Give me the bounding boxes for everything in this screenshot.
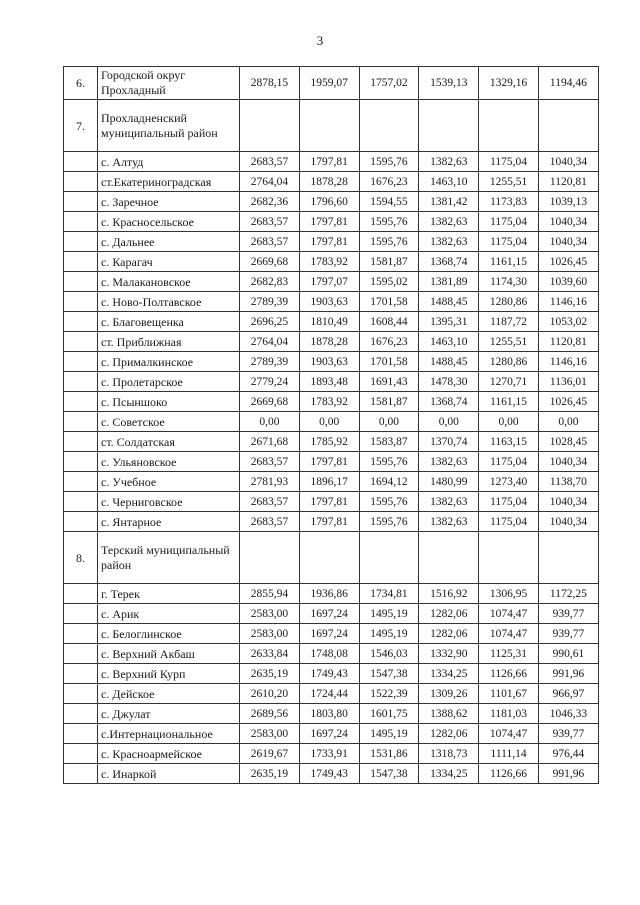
table-row <box>64 472 599 492</box>
value-cell: 1531,86 <box>359 744 419 764</box>
value-cell: 1138,70 <box>538 472 598 492</box>
value-cell: 2669,68 <box>240 392 300 412</box>
value-cell: 1522,39 <box>359 684 419 704</box>
value-cell: 2696,25 <box>240 312 300 332</box>
value-cell <box>538 100 598 152</box>
settlement-name: с. Учебное <box>98 472 240 492</box>
row-number <box>64 332 98 352</box>
value-cell: 2619,67 <box>240 744 300 764</box>
value-cell: 1697,24 <box>299 624 359 644</box>
value-cell: 1382,63 <box>419 212 479 232</box>
table-row <box>64 664 599 684</box>
value-cell: 1893,48 <box>299 372 359 392</box>
value-cell: 2671,68 <box>240 432 300 452</box>
value-cell: 1280,86 <box>479 352 539 372</box>
value-cell: 1146,16 <box>538 292 598 312</box>
value-cell: 1026,45 <box>538 252 598 272</box>
row-number <box>64 412 98 432</box>
value-cell: 1463,10 <box>419 332 479 352</box>
value-cell: 2635,19 <box>240 664 300 684</box>
value-cell: 1796,60 <box>299 192 359 212</box>
value-cell: 1187,72 <box>479 312 539 332</box>
value-cell: 1697,24 <box>299 724 359 744</box>
value-cell: 1282,06 <box>419 724 479 744</box>
value-cell: 976,44 <box>538 744 598 764</box>
table-body <box>64 67 599 784</box>
value-cell: 1368,74 <box>419 392 479 412</box>
table-row <box>64 604 599 624</box>
value-cell: 1748,08 <box>299 644 359 664</box>
value-cell: 1878,28 <box>299 172 359 192</box>
row-number <box>64 452 98 472</box>
value-cell: 1595,76 <box>359 212 419 232</box>
value-cell: 1903,63 <box>299 292 359 312</box>
value-cell <box>299 100 359 152</box>
value-cell: 1040,34 <box>538 152 598 172</box>
value-cell: 1368,74 <box>419 252 479 272</box>
table-row <box>64 212 599 232</box>
value-cell: 990,61 <box>538 644 598 664</box>
value-cell: 1382,63 <box>419 492 479 512</box>
row-number <box>64 152 98 172</box>
value-cell: 1194,46 <box>538 67 598 100</box>
value-cell: 1463,10 <box>419 172 479 192</box>
table-row <box>64 352 599 372</box>
value-cell: 1074,47 <box>479 624 539 644</box>
value-cell: 1382,63 <box>419 512 479 532</box>
row-number <box>64 744 98 764</box>
row-number <box>64 352 98 372</box>
value-cell: 1480,99 <box>419 472 479 492</box>
value-cell: 1074,47 <box>479 724 539 744</box>
value-cell: 1280,86 <box>479 292 539 312</box>
row-number <box>64 172 98 192</box>
value-cell: 991,96 <box>538 764 598 784</box>
settlement-name: с. Черниговское <box>98 492 240 512</box>
row-number <box>64 372 98 392</box>
value-cell: 1488,45 <box>419 352 479 372</box>
settlement-name: ст. Солдатская <box>98 432 240 452</box>
value-cell: 1126,66 <box>479 764 539 784</box>
value-cell: 1172,25 <box>538 584 598 604</box>
table-row <box>64 172 599 192</box>
value-cell: 0,00 <box>359 412 419 432</box>
row-number <box>64 704 98 724</box>
row-number <box>64 624 98 644</box>
value-cell: 1053,02 <box>538 312 598 332</box>
value-cell: 1270,71 <box>479 372 539 392</box>
value-cell: 1701,58 <box>359 352 419 372</box>
value-cell: 1797,81 <box>299 212 359 232</box>
value-cell: 2682,36 <box>240 192 300 212</box>
value-cell <box>359 100 419 152</box>
table-row <box>64 624 599 644</box>
value-cell: 2683,57 <box>240 492 300 512</box>
value-cell: 1395,31 <box>419 312 479 332</box>
value-cell <box>359 532 419 584</box>
row-number: 6. <box>64 67 98 100</box>
value-cell: 1495,19 <box>359 724 419 744</box>
value-cell: 1583,87 <box>359 432 419 452</box>
value-cell: 1175,04 <box>479 512 539 532</box>
value-cell: 1382,63 <box>419 452 479 472</box>
value-cell: 1959,07 <box>299 67 359 100</box>
row-number <box>64 312 98 332</box>
settlement-name: с. Верхний Курп <box>98 664 240 684</box>
settlement-name: с. Арик <box>98 604 240 624</box>
settlement-name: с. Советское <box>98 412 240 432</box>
settlement-name: с. Ульяновское <box>98 452 240 472</box>
value-cell: 1581,87 <box>359 392 419 412</box>
row-number <box>64 472 98 492</box>
value-cell: 1040,34 <box>538 452 598 472</box>
value-cell: 0,00 <box>299 412 359 432</box>
value-cell: 1175,04 <box>479 492 539 512</box>
value-cell <box>479 100 539 152</box>
value-cell: 1797,81 <box>299 152 359 172</box>
table-row <box>64 152 599 172</box>
value-cell: 1329,16 <box>479 67 539 100</box>
value-cell: 1936,86 <box>299 584 359 604</box>
row-number <box>64 684 98 704</box>
settlement-name: с. Благовещенка <box>98 312 240 332</box>
table-row <box>64 644 599 664</box>
value-cell: 1126,66 <box>479 664 539 684</box>
value-cell: 2781,93 <box>240 472 300 492</box>
value-cell: 1181,03 <box>479 704 539 724</box>
value-cell: 1694,12 <box>359 472 419 492</box>
value-cell: 1173,83 <box>479 192 539 212</box>
value-cell: 1028,45 <box>538 432 598 452</box>
value-cell: 2583,00 <box>240 604 300 624</box>
value-cell: 0,00 <box>240 412 300 432</box>
value-cell <box>299 532 359 584</box>
value-cell: 1175,04 <box>479 452 539 472</box>
value-cell: 2683,57 <box>240 512 300 532</box>
value-cell: 1734,81 <box>359 584 419 604</box>
value-cell: 2610,20 <box>240 684 300 704</box>
table-row <box>64 372 599 392</box>
settlement-name: с.Интернациональное <box>98 724 240 744</box>
settlement-name: с. Алтуд <box>98 152 240 172</box>
value-cell: 2633,84 <box>240 644 300 664</box>
settlement-name: г. Терек <box>98 584 240 604</box>
table-row <box>64 704 599 724</box>
settlement-name: с. Инаркой <box>98 764 240 784</box>
value-cell: 0,00 <box>419 412 479 432</box>
settlement-name: Городской округ Прохладный <box>98 67 240 100</box>
value-cell: 1783,92 <box>299 252 359 272</box>
value-cell: 1388,62 <box>419 704 479 724</box>
settlement-name: с. Пролетарское <box>98 372 240 392</box>
value-cell: 1595,76 <box>359 512 419 532</box>
settlement-name: ст.Екатериноградская <box>98 172 240 192</box>
row-number <box>64 212 98 232</box>
row-number <box>64 724 98 744</box>
value-cell: 1797,81 <box>299 492 359 512</box>
row-number <box>64 292 98 312</box>
value-cell: 1595,76 <box>359 492 419 512</box>
table-row <box>64 272 599 292</box>
value-cell: 2683,57 <box>240 232 300 252</box>
value-cell: 1608,44 <box>359 312 419 332</box>
table-row <box>64 392 599 412</box>
value-cell: 1783,92 <box>299 392 359 412</box>
value-cell: 2789,39 <box>240 292 300 312</box>
value-cell: 1163,15 <box>479 432 539 452</box>
value-cell: 1547,38 <box>359 764 419 784</box>
table-row <box>64 100 599 152</box>
value-cell: 1495,19 <box>359 604 419 624</box>
value-cell: 1539,13 <box>419 67 479 100</box>
value-cell: 1040,34 <box>538 232 598 252</box>
row-number <box>64 432 98 452</box>
value-cell: 1691,43 <box>359 372 419 392</box>
value-cell: 0,00 <box>479 412 539 432</box>
settlement-name: с. Красноармейское <box>98 744 240 764</box>
value-cell: 1797,81 <box>299 512 359 532</box>
value-cell: 2635,19 <box>240 764 300 784</box>
value-cell: 1282,06 <box>419 604 479 624</box>
settlement-name: с. Заречное <box>98 192 240 212</box>
value-cell: 1120,81 <box>538 172 598 192</box>
value-cell: 1046,33 <box>538 704 598 724</box>
table-row <box>64 452 599 472</box>
value-cell: 1309,26 <box>419 684 479 704</box>
value-cell: 1026,45 <box>538 392 598 412</box>
value-cell: 2878,15 <box>240 67 300 100</box>
value-cell: 1382,63 <box>419 152 479 172</box>
table-row <box>64 67 599 100</box>
value-cell: 1757,02 <box>359 67 419 100</box>
value-cell: 1595,76 <box>359 232 419 252</box>
value-cell: 1175,04 <box>479 152 539 172</box>
settlement-name: с. Прималкинское <box>98 352 240 372</box>
value-cell: 939,77 <box>538 724 598 744</box>
table-row <box>64 192 599 212</box>
value-cell: 1040,34 <box>538 512 598 532</box>
value-cell: 1332,90 <box>419 644 479 664</box>
value-cell: 1733,91 <box>299 744 359 764</box>
row-number <box>64 644 98 664</box>
table-row <box>64 724 599 744</box>
settlement-name: с. Янтарное <box>98 512 240 532</box>
value-cell <box>419 532 479 584</box>
settlement-name: Прохладненский муниципальный район <box>98 100 240 152</box>
value-cell: 1495,19 <box>359 624 419 644</box>
value-cell: 1478,30 <box>419 372 479 392</box>
row-number <box>64 252 98 272</box>
value-cell: 1334,25 <box>419 664 479 684</box>
settlement-name: с. Малакановское <box>98 272 240 292</box>
value-cell: 1896,17 <box>299 472 359 492</box>
value-cell: 1125,31 <box>479 644 539 664</box>
table-row <box>64 512 599 532</box>
value-cell: 991,96 <box>538 664 598 684</box>
row-number: 7. <box>64 100 98 152</box>
settlement-name: с. Верхний Акбаш <box>98 644 240 664</box>
table-row <box>64 744 599 764</box>
value-cell <box>240 532 300 584</box>
value-cell <box>419 100 479 152</box>
value-cell: 1039,13 <box>538 192 598 212</box>
value-cell: 0,00 <box>538 412 598 432</box>
value-cell: 1749,43 <box>299 764 359 784</box>
table-row <box>64 432 599 452</box>
page-number: 3 <box>316 33 324 48</box>
table-row <box>64 292 599 312</box>
settlement-name: Терский муниципальный район <box>98 532 240 584</box>
value-cell: 1676,23 <box>359 172 419 192</box>
value-cell: 1370,74 <box>419 432 479 452</box>
tariff-table <box>63 66 599 784</box>
value-cell: 1040,34 <box>538 492 598 512</box>
table-row <box>64 532 599 584</box>
value-cell: 1161,15 <box>479 252 539 272</box>
settlement-name: с. Красносельское <box>98 212 240 232</box>
table-row <box>64 312 599 332</box>
value-cell: 1161,15 <box>479 392 539 412</box>
value-cell: 2855,94 <box>240 584 300 604</box>
settlement-name: с. Белоглинское <box>98 624 240 644</box>
table-row <box>64 232 599 252</box>
settlement-name: ст. Приближная <box>98 332 240 352</box>
value-cell: 1255,51 <box>479 332 539 352</box>
value-cell: 966,97 <box>538 684 598 704</box>
value-cell: 1039,60 <box>538 272 598 292</box>
value-cell: 1120,81 <box>538 332 598 352</box>
value-cell: 2683,57 <box>240 152 300 172</box>
value-cell: 1595,76 <box>359 152 419 172</box>
value-cell: 1040,34 <box>538 212 598 232</box>
value-cell: 2583,00 <box>240 624 300 644</box>
value-cell: 1381,89 <box>419 272 479 292</box>
value-cell: 1255,51 <box>479 172 539 192</box>
table-row <box>64 584 599 604</box>
value-cell: 1306,95 <box>479 584 539 604</box>
row-number <box>64 764 98 784</box>
settlement-name: с. Псыншоко <box>98 392 240 412</box>
value-cell: 1594,55 <box>359 192 419 212</box>
settlement-name: с. Дейское <box>98 684 240 704</box>
value-cell: 1516,92 <box>419 584 479 604</box>
value-cell: 1697,24 <box>299 604 359 624</box>
value-cell: 2789,39 <box>240 352 300 372</box>
value-cell: 1175,04 <box>479 212 539 232</box>
value-cell: 2682,83 <box>240 272 300 292</box>
value-cell: 1581,87 <box>359 252 419 272</box>
value-cell: 2779,24 <box>240 372 300 392</box>
value-cell: 1595,76 <box>359 452 419 472</box>
value-cell: 1146,16 <box>538 352 598 372</box>
value-cell: 1803,80 <box>299 704 359 724</box>
value-cell: 1676,23 <box>359 332 419 352</box>
value-cell: 1334,25 <box>419 764 479 784</box>
value-cell: 1797,07 <box>299 272 359 292</box>
value-cell: 1318,73 <box>419 744 479 764</box>
value-cell: 939,77 <box>538 604 598 624</box>
value-cell: 1785,92 <box>299 432 359 452</box>
table-row <box>64 252 599 272</box>
value-cell: 1101,67 <box>479 684 539 704</box>
row-number <box>64 272 98 292</box>
settlement-name: с. Ново-Полтавское <box>98 292 240 312</box>
value-cell <box>479 532 539 584</box>
value-cell <box>538 532 598 584</box>
table-row <box>64 492 599 512</box>
value-cell: 1595,02 <box>359 272 419 292</box>
value-cell: 1282,06 <box>419 624 479 644</box>
value-cell: 2764,04 <box>240 332 300 352</box>
value-cell: 1382,63 <box>419 232 479 252</box>
value-cell: 2683,57 <box>240 452 300 472</box>
row-number <box>64 492 98 512</box>
value-cell: 2689,56 <box>240 704 300 724</box>
value-cell <box>240 100 300 152</box>
row-number <box>64 392 98 412</box>
value-cell: 1273,40 <box>479 472 539 492</box>
settlement-name: с. Дальнее <box>98 232 240 252</box>
value-cell: 1724,44 <box>299 684 359 704</box>
value-cell: 1111,14 <box>479 744 539 764</box>
value-cell: 2764,04 <box>240 172 300 192</box>
row-number: 8. <box>64 532 98 584</box>
value-cell: 1546,03 <box>359 644 419 664</box>
value-cell: 1074,47 <box>479 604 539 624</box>
value-cell: 1488,45 <box>419 292 479 312</box>
value-cell: 2583,00 <box>240 724 300 744</box>
row-number <box>64 664 98 684</box>
value-cell: 1547,38 <box>359 664 419 684</box>
value-cell: 1797,81 <box>299 232 359 252</box>
row-number <box>64 604 98 624</box>
settlement-name: с. Карагач <box>98 252 240 272</box>
table-row <box>64 684 599 704</box>
value-cell: 1810,49 <box>299 312 359 332</box>
row-number <box>64 232 98 252</box>
value-cell: 1174,30 <box>479 272 539 292</box>
value-cell: 1701,58 <box>359 292 419 312</box>
row-number <box>64 584 98 604</box>
table-row <box>64 764 599 784</box>
row-number <box>64 512 98 532</box>
value-cell: 1749,43 <box>299 664 359 684</box>
table-row <box>64 412 599 432</box>
settlement-name: с. Джулат <box>98 704 240 724</box>
value-cell: 1797,81 <box>299 452 359 472</box>
value-cell: 1175,04 <box>479 232 539 252</box>
value-cell: 1601,75 <box>359 704 419 724</box>
value-cell: 1136,01 <box>538 372 598 392</box>
table-row <box>64 332 599 352</box>
value-cell: 939,77 <box>538 624 598 644</box>
value-cell: 1381,42 <box>419 192 479 212</box>
value-cell: 2683,57 <box>240 212 300 232</box>
row-number <box>64 192 98 212</box>
value-cell: 1878,28 <box>299 332 359 352</box>
value-cell: 1903,63 <box>299 352 359 372</box>
value-cell: 2669,68 <box>240 252 300 272</box>
